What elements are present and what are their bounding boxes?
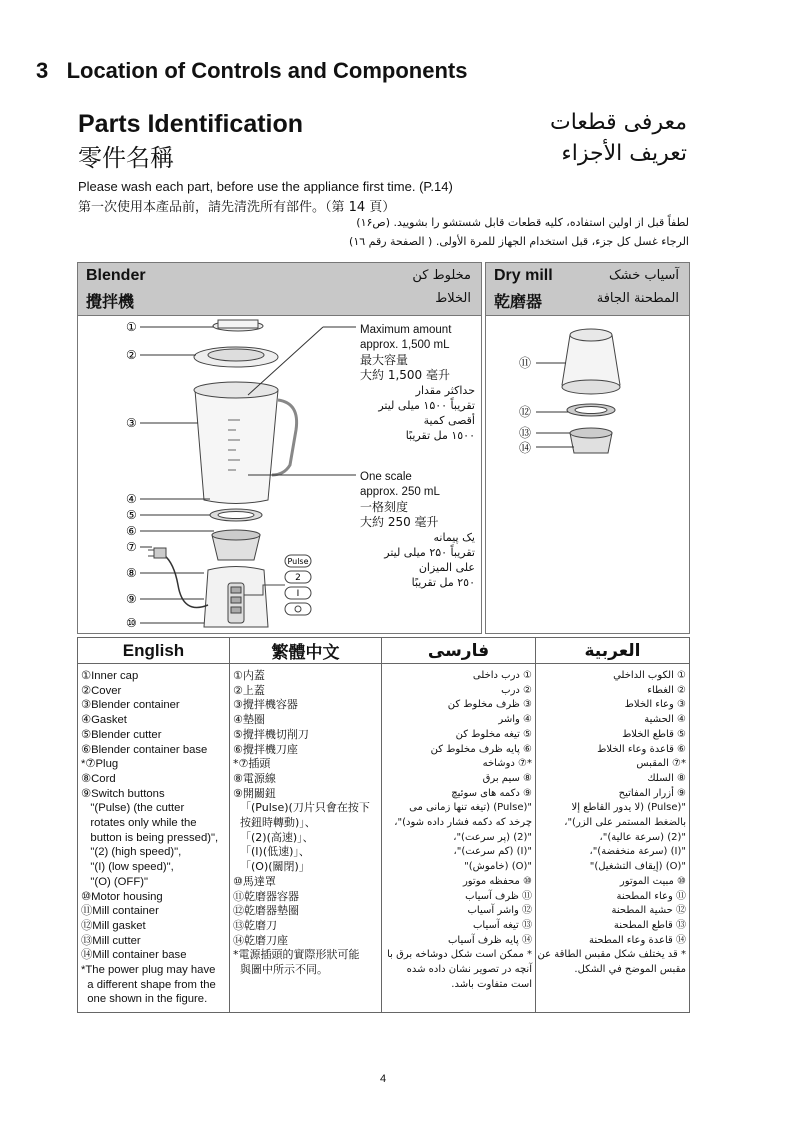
table-line: one shown in the figure. — [81, 993, 208, 1006]
table-line: 按鈕時轉動)」、 — [233, 816, 316, 830]
table-line: مقبس الموضح في الشكل. — [574, 964, 686, 976]
instruction-farsi: لطفاً قبل از اولین استفاده، کلیه قطعات قابل شستشو را بشویید. (ص١۶) — [356, 216, 689, 229]
one-scale-arabic: على الميزان — [418, 561, 475, 574]
table-line: a different shape from the — [81, 978, 216, 991]
farsi-column — [382, 664, 536, 1013]
page-title: Parts Identification — [78, 110, 304, 138]
header-farsi: فارسی — [382, 638, 536, 664]
table-line: است متفاوت باشد. — [451, 978, 532, 990]
max-amount-english: Maximum amount — [360, 324, 452, 336]
table-line: ① درب داخلی — [472, 670, 532, 681]
table-line: "(I) (کم سرعت)"، — [453, 846, 532, 858]
table-line: "(Pulse) (تیغه تنها زمانی می — [409, 802, 532, 814]
table-line: ⑬Mill cutter — [81, 934, 141, 947]
blender-title-arabic: الخلاط — [435, 291, 471, 306]
table-line: "(I) (low speed)", — [81, 861, 174, 874]
drymill-title-chinese: 乾磨器 — [494, 292, 543, 311]
part-label: ⑨ — [126, 592, 137, 606]
table-line: ⑤ قاطع الخلاط — [622, 728, 686, 740]
table-line: ⑭乾磨刀座 — [233, 933, 288, 947]
table-line: 「(2)(高速)」、 — [233, 830, 314, 844]
one-scale-chinese: 一格刻度 — [360, 500, 409, 514]
table-line: ⑬乾磨刀 — [233, 918, 277, 932]
drymill-title-farsi: آسیاب خشک — [608, 268, 679, 283]
table-line: * ممکن است شکل دوشاخه برق با — [387, 949, 532, 961]
max-amount-arabic: أقصى كمية — [423, 414, 475, 427]
table-line: ⑧Cord — [81, 772, 116, 785]
table-line: ④墊圈 — [233, 713, 265, 727]
part-label: ⑭ — [519, 441, 532, 455]
table-line: ⑩ مبيت الموتور — [619, 875, 686, 887]
max-amount-arabic-value: ١٥٠٠ مل تقريبًا — [405, 429, 475, 442]
table-line: *The power plug may have — [81, 964, 216, 977]
table-line: ⑭Mill container base — [81, 949, 187, 962]
table-line: ② درب — [501, 684, 532, 696]
table-line: بالضغط المستمر على الزر)"، — [564, 817, 686, 829]
table-line: ⑥ پایه ظرف مخلوط کن — [430, 743, 532, 755]
table-line: "(2) (سرعة عالية)"، — [599, 831, 686, 843]
table-line: ② الغطاء — [647, 684, 686, 696]
table-line: ⑫Mill gasket — [81, 919, 146, 932]
table-line: *⑦插頭 — [233, 757, 271, 771]
drymill-title-english: Dry mill — [494, 267, 553, 284]
table-line: "(O) (OFF)" — [81, 875, 148, 888]
max-amount-chinese-value: 大約 1,500 毫升 — [360, 368, 450, 382]
table-line: *⑦Plug — [81, 758, 119, 771]
table-line: ⑩ محفظه موتور — [462, 875, 532, 887]
table-line: ⑭ قاعدة وعاء المطحنة — [588, 934, 686, 946]
part-label: ⑬ — [519, 426, 532, 440]
table-line: ⑨Switch buttons — [81, 787, 165, 800]
table-line: ① الكوب الداخلي — [613, 670, 686, 681]
max-amount-farsi: حداکثر مقدار — [415, 384, 475, 397]
pulse-button-label: Pulse — [287, 557, 309, 566]
table-line: ①内蓋 — [233, 669, 265, 682]
low-button-label: I — [296, 589, 300, 599]
one-scale-english: One scale — [360, 471, 412, 483]
table-line: ⑨ أزرار المفاتيح — [618, 787, 686, 799]
instruction-arabic: الرجاء غسل كل جزء، قبل استخدام الجهاز للمرة الأولى. ( الصفحة رقم ١٦) — [349, 235, 689, 248]
section-heading: 3 Location of Controls and Components — [36, 58, 468, 83]
one-scale-farsi: یک پیمانه — [433, 531, 475, 544]
header-chinese: 繁體中文 — [230, 638, 382, 664]
table-line: ⑬ قاطع المطحنة — [613, 919, 686, 931]
table-line: ④ الحشية — [644, 714, 686, 726]
table-line: 「(Pulse)(刀片只會在按下 — [233, 801, 370, 815]
table-line: ⑧ السلك — [647, 772, 686, 784]
header-english: English — [78, 638, 230, 664]
part-label: ② — [126, 348, 137, 362]
max-amount-callout — [360, 323, 475, 443]
table-line: ⑤ تیغه مخلوط کن — [455, 728, 532, 740]
table-line: *電源插頭的實際形狀可能 — [233, 948, 360, 962]
table-line: "(Pulse) (لا يدور القاطع إلا — [571, 802, 686, 814]
english-column — [78, 664, 230, 1013]
table-line: ②Cover — [81, 684, 122, 697]
table-line: ③ وعاء الخلاط — [624, 699, 686, 711]
table-line: ⑧ سیم برق — [482, 772, 532, 784]
blender-title-farsi: مخلوط کن — [412, 268, 471, 283]
table-line: ⑫乾磨器墊圈 — [233, 904, 299, 918]
table-line: ⑬ تیغه آسیاب — [473, 919, 532, 931]
part-label: ⑧ — [126, 566, 137, 580]
high-button-label: 2 — [295, 573, 301, 583]
table-line: ②上蓋 — [233, 683, 265, 697]
page-title-arabic: تعريف الأجزاء — [561, 141, 687, 166]
table-line: آنچه در تصویر نشان داده شده — [406, 964, 532, 976]
blender-panel-header — [78, 263, 481, 316]
table-line: ⑥攪拌機刀座 — [233, 742, 298, 756]
one-scale-arabic-value: ٢٥٠ مل تقريبًا — [411, 576, 475, 589]
part-label: ⑤ — [126, 508, 137, 522]
table-line: ⑫ واشر آسیاب — [467, 905, 532, 917]
drymill-illustration — [486, 315, 689, 515]
table-line: ⑭ پایه ظرف آسیاب — [448, 934, 532, 946]
table-line: ⑩馬達罩 — [233, 874, 276, 888]
table-line: rotates only while the — [81, 817, 197, 830]
header-arabic: العربية — [536, 638, 690, 664]
table-line: ④ واشر — [498, 714, 532, 726]
one-scale-farsi-value: تقریباً ٢۵٠ میلی لیتر — [384, 546, 475, 559]
table-line: ⑥ قاعدة وعاء الخلاط — [597, 743, 686, 755]
table-line: button is being pressed)", — [81, 831, 219, 844]
table-line: 「(O)(關閉)」 — [233, 860, 310, 874]
table-line: ①Inner cap — [81, 670, 139, 682]
table-line: * قد يختلف شكل مقبس الطاقة عن — [537, 949, 686, 961]
drymill-panel-header — [486, 263, 689, 316]
part-label: ④ — [126, 492, 137, 506]
table-line: ⑨開關鈕 — [233, 786, 276, 800]
table-line: 與圖中所示不同。 — [233, 963, 328, 977]
max-amount-farsi-value: تقریباً ١۵٠٠ میلی لیتر — [378, 399, 475, 412]
instruction-chinese: 第一次使用本產品前，請先清洗所有部件。（第 14 頁） — [78, 200, 396, 215]
table-line: ⑫ حشية المطحنة — [611, 905, 686, 917]
table-line: ③Blender container — [81, 699, 180, 712]
drymill-panel — [485, 262, 690, 634]
table-line: "(Pulse) (the cutter — [81, 802, 185, 815]
one-scale-value: approx. 250 mL — [360, 486, 440, 498]
blender-title-english: Blender — [86, 267, 146, 284]
table-line: *⑦ دوشاخه — [482, 758, 532, 770]
table-line: ⑪乾磨器容器 — [233, 889, 299, 903]
part-label: ① — [126, 320, 137, 334]
table-line: ④Gasket — [81, 714, 127, 727]
table-line: ⑪Mill container — [81, 905, 159, 918]
table-line: *⑦ المقبس — [636, 758, 686, 770]
table-line: ⑪ وعاء المطحنة — [616, 890, 686, 902]
one-scale-callout — [360, 470, 475, 590]
part-label: ⑫ — [519, 405, 532, 419]
table-line: ⑧電源線 — [233, 771, 276, 785]
table-line: ③ ظرف مخلوط کن — [447, 699, 532, 711]
table-line: ⑤Blender cutter — [81, 728, 162, 741]
max-amount-chinese: 最大容量 — [360, 353, 409, 367]
table-line: "(2) (پر سرعت)"، — [453, 831, 532, 843]
chinese-column — [230, 664, 382, 1013]
table-line: "(2) (high speed)", — [81, 846, 182, 859]
page-title-farsi: معرفی قطعات — [550, 110, 687, 135]
table-line: ③攪拌機容器 — [233, 698, 298, 712]
instruction-english: Please wash each part, before use the appliance first time. (P.14) — [78, 179, 453, 194]
page-number: 4 — [380, 1073, 387, 1085]
blender-title-chinese: 攪拌機 — [86, 292, 135, 311]
part-label: ⑥ — [126, 524, 137, 538]
table-line: ⑪ ظرف آسیاب — [465, 890, 532, 902]
part-label: ⑦ — [126, 540, 137, 554]
blender-panel — [77, 262, 482, 634]
table-line: ⑥Blender container base — [81, 743, 208, 756]
part-label: ⑩ — [126, 616, 137, 630]
table-line: چرخد که دکمه فشار داده شود)"، — [394, 817, 532, 829]
part-label: ⑪ — [519, 356, 532, 370]
table-line: ⑨ دکمه های سوئیچ — [451, 787, 532, 799]
table-line: 「(I)(低速)」、 — [233, 845, 310, 859]
arabic-column — [536, 664, 690, 1013]
table-line: "(I) (سرعة منخفضة)"، — [589, 846, 686, 858]
max-amount-value: approx. 1,500 mL — [360, 339, 450, 351]
parts-table — [77, 637, 690, 1013]
page-title-chinese: 零件名稱 — [78, 144, 174, 172]
table-line: ⑤攪拌機切削刀 — [233, 727, 309, 741]
table-line: "(O) (إيقاف التشغيل)" — [589, 861, 686, 873]
drymill-title-arabic: المطحنة الجافة — [596, 291, 679, 306]
one-scale-chinese-value: 大約 250 毫升 — [360, 515, 439, 529]
part-label: ③ — [126, 416, 137, 430]
table-line: ⑩Motor housing — [81, 890, 163, 903]
table-line: "(O) (خاموش)" — [464, 861, 532, 873]
